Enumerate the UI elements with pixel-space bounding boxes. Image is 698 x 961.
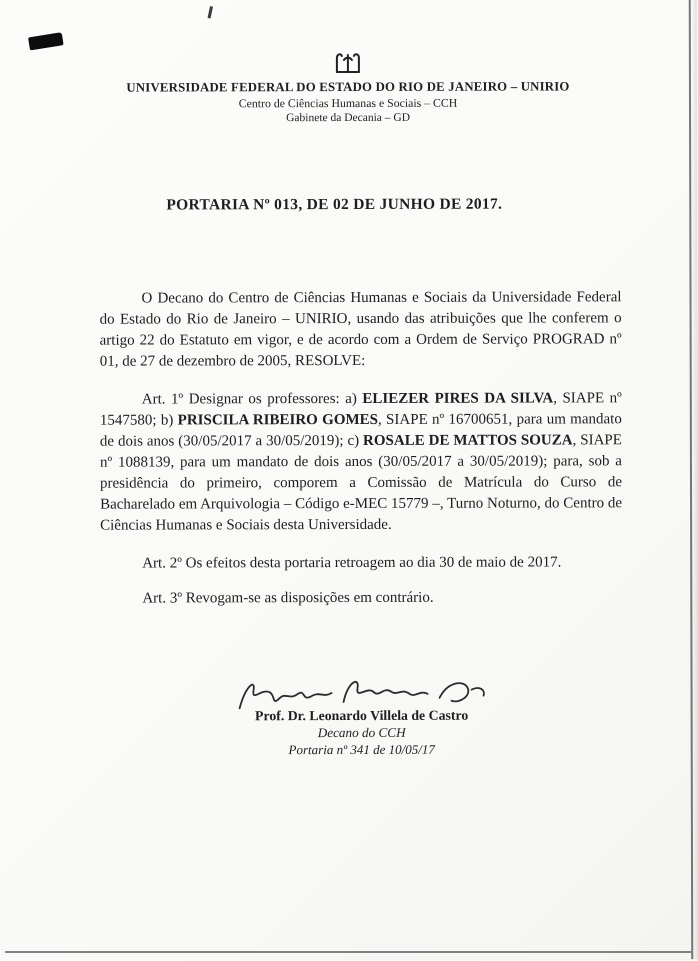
scan-ink-blob xyxy=(28,32,64,50)
scan-bottom-edge-line xyxy=(5,951,691,953)
institution-office: Gabinete da Decania – GD xyxy=(286,111,411,125)
signatory-appointment-ref: Portaria nº 341 de 10/05/17 xyxy=(288,741,435,758)
article-2-paragraph: Art. 2º Os efeitos desta portaria retroagem ao dia 30 de maio de 2017. xyxy=(142,554,562,572)
letterhead xyxy=(0,49,697,125)
institution-center: Centro de Ciências Humanas e Sociais – CCH xyxy=(238,95,458,111)
document-title: PORTARIA Nº 013, DE 02 DE JUNHO DE 2017. xyxy=(166,195,503,214)
preamble-paragraph: O Decano do Centro de Ciências Humanas e Sociais da Universidade Federal do Estado do Rio de Janeiro – UNIRIO, usando das atribuições que lhe conferem o artigo 22 do Estatuto em vigor, e de acordo com a Ordem de Serviço PROGRAD nº 01, de 27 de dezembro de 2005, RESOLVE: xyxy=(99,289,622,370)
scan-tick-mark xyxy=(208,6,213,18)
signatory-name: Prof. Dr. Leonardo Villela de Castro xyxy=(254,707,469,724)
article-1-paragraph: Art. 1º Designar os professores: a) ELIEZER PIRES DA SILVA, SIAPE nº 1547580; b) PRISCILA RIBEIRO GOMES, SIAPE nº 16700651, para um mandato de dois anos (30/05/2017 a 30/05/2019); c) ROSALE DE MATTOS SOUZA, SIAPE nº 1088139, para um mandato de dois anos (30/05/2017 a 30/05/2019); para, sob a presidência do primeiro, comporem a Comissão de Matrícula do Curso de Bacharelado em Arquivologia – Código e-MEC 15779 –, Turno Noturno, do Centro de Ciências Humanas e Sociais desta Universidade. xyxy=(99,390,623,534)
signatory-role: Decano do CCH xyxy=(317,724,406,741)
document-body xyxy=(99,287,622,626)
signature-block xyxy=(100,667,622,758)
unirio-logo xyxy=(331,50,365,76)
article-3-paragraph: Art. 3º Revogam-se as disposições em contrário. xyxy=(142,589,434,607)
institution-name: UNIVERSIDADE FEDERAL DO ESTADO DO RIO DE JANEIRO – UNIRIO xyxy=(126,79,570,95)
